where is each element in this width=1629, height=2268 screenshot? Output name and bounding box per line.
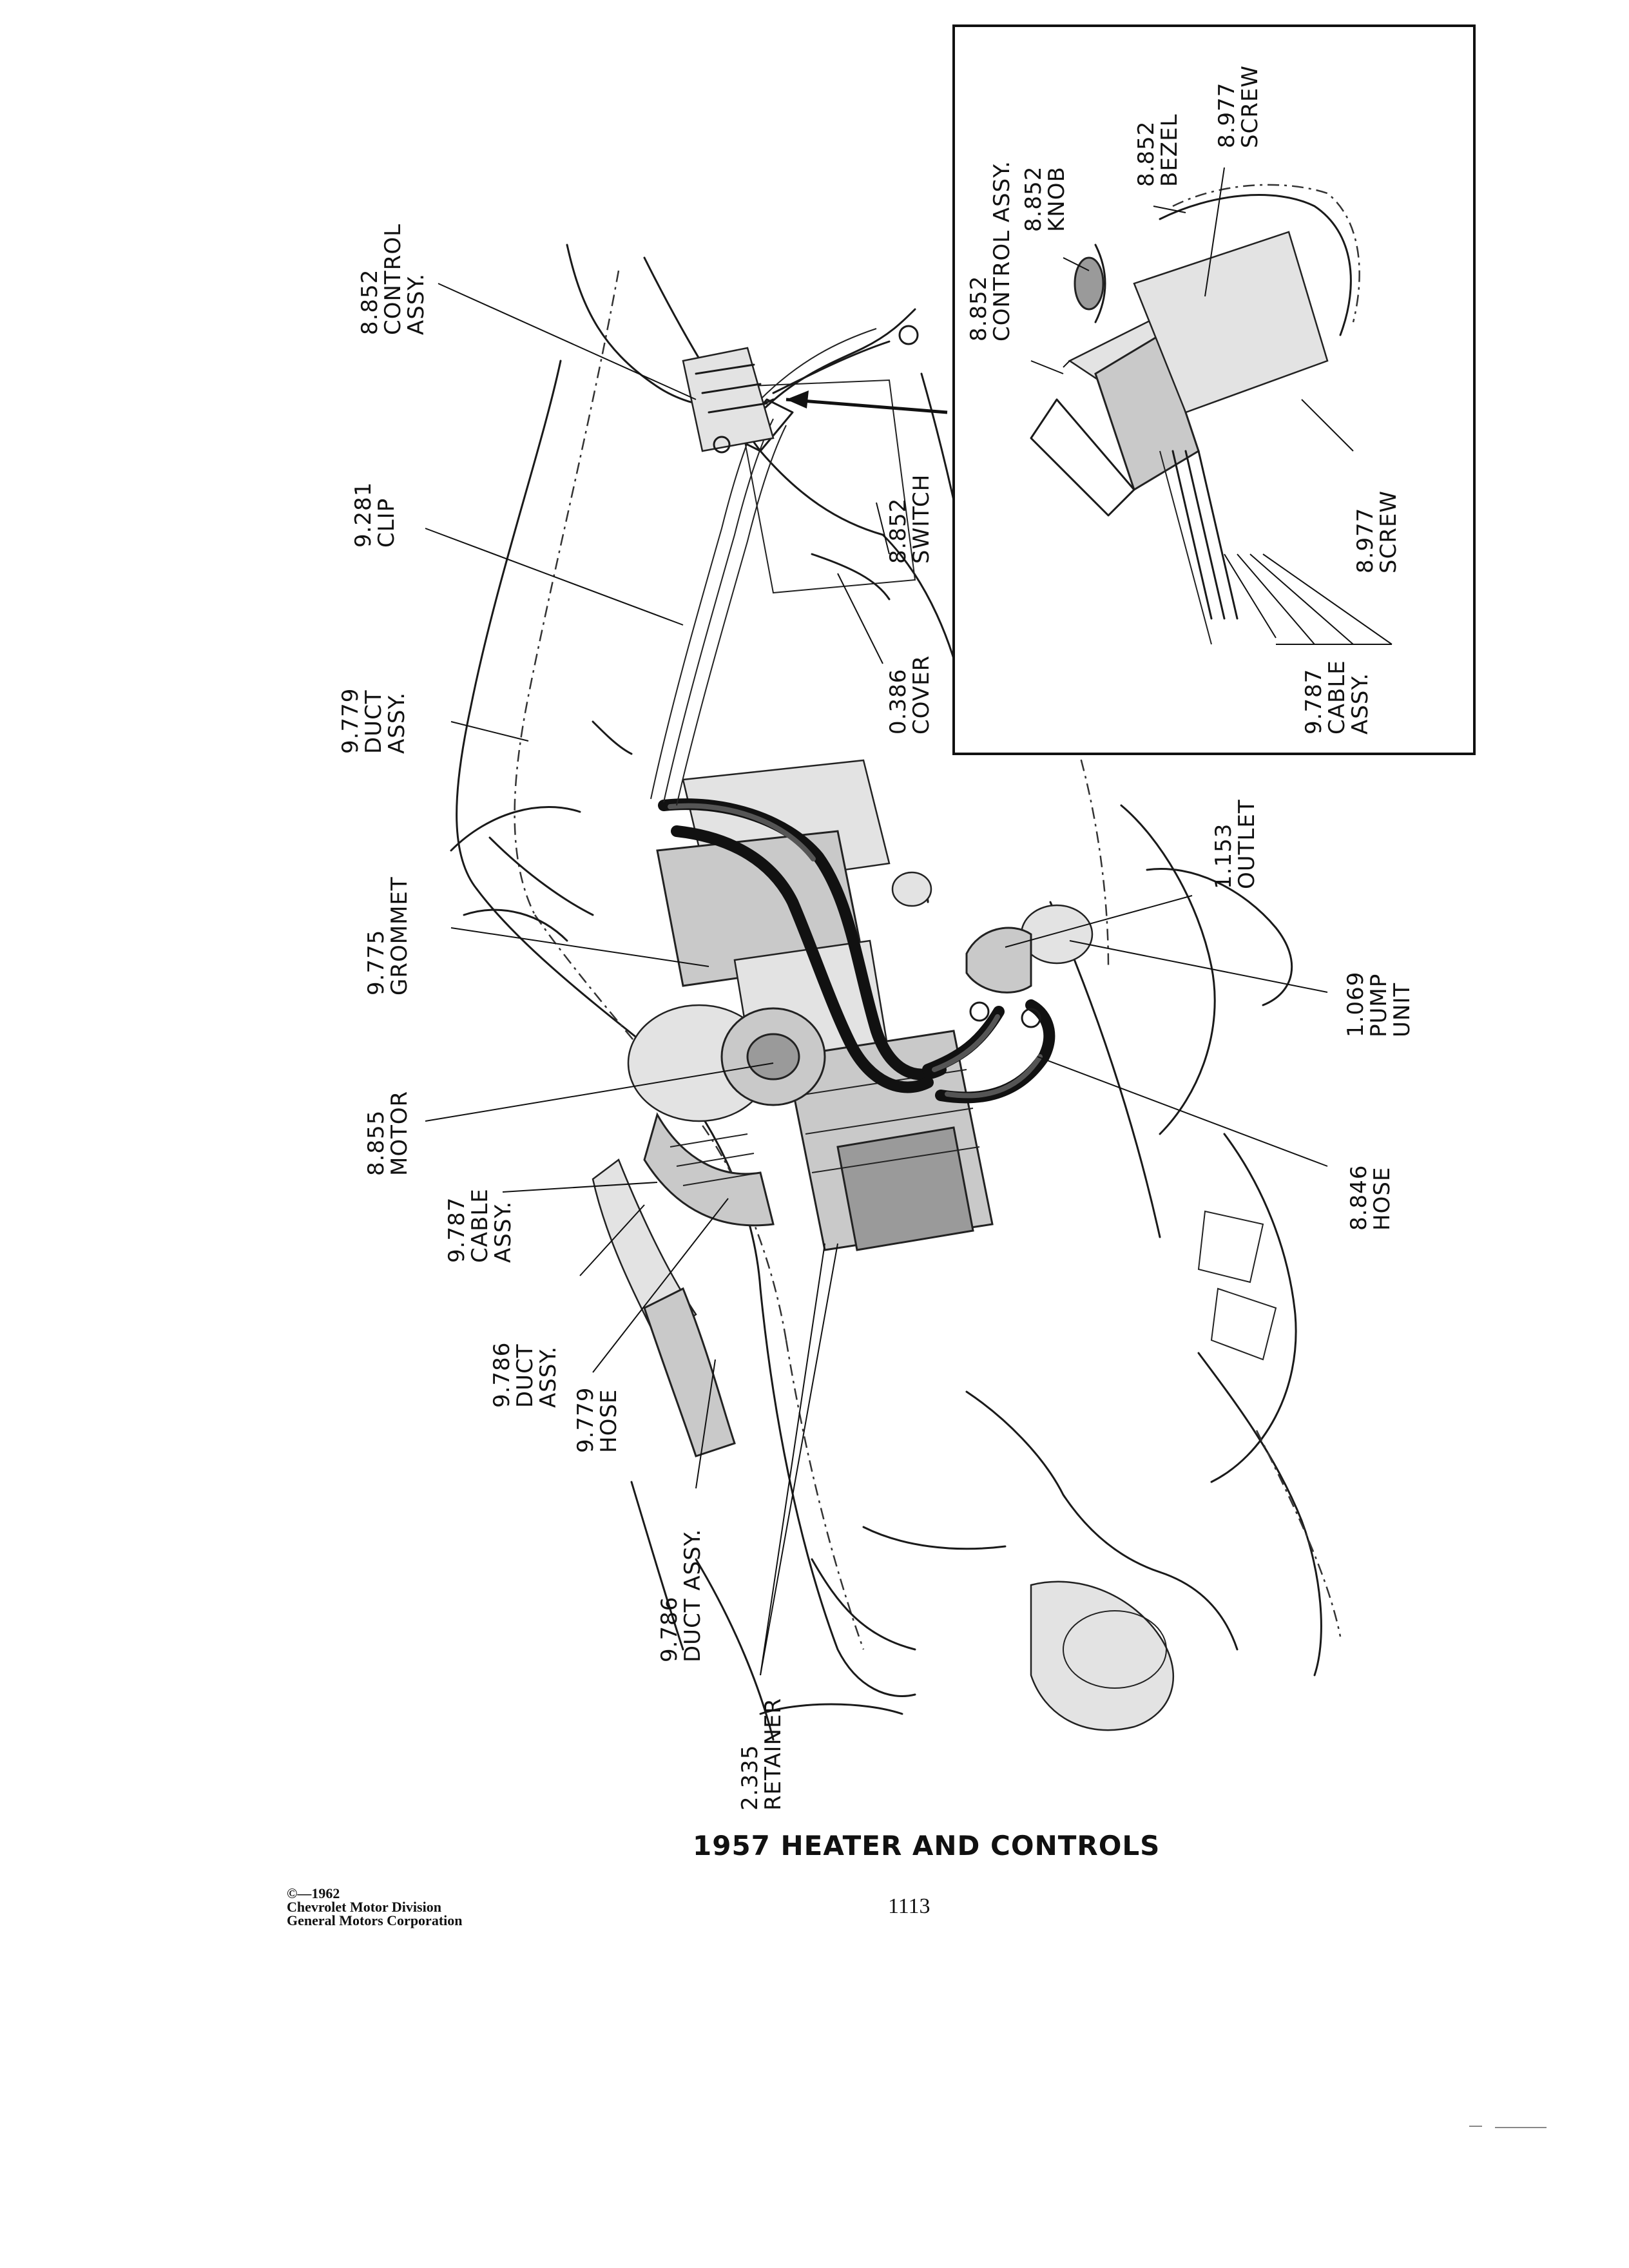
svg-text:1.069: 1.069: [1343, 971, 1369, 1037]
svg-text:8.852: 8.852: [885, 497, 911, 564]
svg-text:DUCT ASSY.: DUCT ASSY.: [680, 1528, 706, 1662]
callout-motor: [363, 1091, 412, 1176]
callout-clip: [351, 482, 400, 548]
svg-text:ASSY.: ASSY.: [535, 1345, 561, 1408]
copyright-line: ©—1962: [287, 1885, 340, 1901]
callout-switch: [885, 474, 934, 564]
svg-text:SCREW: SCREW: [1237, 64, 1263, 148]
svg-text:1.153: 1.153: [1211, 823, 1237, 889]
copyright-line: Chevrolet Motor Division: [287, 1899, 441, 1915]
copyright-block: [287, 1887, 463, 1927]
svg-text:8.855: 8.855: [363, 1110, 389, 1176]
svg-text:PUMP: PUMP: [1366, 973, 1392, 1037]
svg-text:CONTROL ASSY.: CONTROL ASSY.: [989, 160, 1015, 341]
svg-text:OUTLET: OUTLET: [1234, 799, 1260, 889]
callout-outlet: [1211, 799, 1260, 889]
callout-pump-unit: [1343, 972, 1415, 1037]
svg-text:UNIT: UNIT: [1389, 982, 1415, 1037]
svg-text:8.852: 8.852: [1021, 166, 1046, 232]
callout-duct-assy-mid: [489, 1342, 561, 1408]
svg-text:HOSE: HOSE: [1369, 1166, 1395, 1231]
svg-text:CABLE: CABLE: [1324, 660, 1350, 735]
svg-text:9.786: 9.786: [657, 1596, 682, 1662]
heater-assembly: [593, 760, 992, 1456]
svg-text:DUCT: DUCT: [361, 689, 387, 754]
svg-text:9.787: 9.787: [444, 1196, 470, 1263]
svg-text:KNOB: KNOB: [1044, 166, 1070, 232]
callout-retainer: [737, 1698, 786, 1811]
svg-text:BEZEL: BEZEL: [1157, 113, 1182, 187]
svg-text:2.335: 2.335: [737, 1744, 763, 1811]
page-number: 1113: [888, 1894, 930, 1918]
svg-text:9.281: 9.281: [351, 481, 376, 548]
callout-cable-assy: [444, 1188, 516, 1263]
svg-text:9.775: 9.775: [363, 929, 389, 995]
control-assembly: [683, 326, 918, 452]
svg-text:8.846: 8.846: [1346, 1164, 1372, 1231]
callout-duct-assy-upper: [338, 688, 410, 754]
svg-text:8.977: 8.977: [1353, 507, 1378, 573]
callout-duct-assy-lower: [657, 1529, 706, 1663]
callout-inset-bezel: [1133, 113, 1182, 187]
svg-text:HOSE: HOSE: [596, 1389, 622, 1453]
callout-inset-knob: [1021, 166, 1070, 232]
svg-text:CONTROL: CONTROL: [380, 223, 406, 335]
svg-text:8.977: 8.977: [1214, 82, 1240, 148]
svg-text:GROMMET: GROMMET: [387, 876, 412, 995]
scan-marks: [1469, 2126, 1547, 2128]
callout-hose-lower: [573, 1387, 622, 1453]
svg-text:ASSY.: ASSY.: [1347, 672, 1373, 735]
callout-control-assy: [357, 224, 429, 335]
svg-text:ASSY.: ASSY.: [384, 691, 410, 754]
svg-text:9.779: 9.779: [338, 687, 363, 754]
svg-text:8.852: 8.852: [1133, 120, 1159, 187]
svg-text:ASSY.: ASSY.: [490, 1200, 516, 1263]
svg-text:8.852: 8.852: [357, 269, 383, 335]
svg-text:DUCT: DUCT: [512, 1343, 538, 1408]
callout-cover: [885, 655, 934, 735]
svg-text:CABLE: CABLE: [467, 1188, 493, 1263]
svg-text:ASSY.: ASSY.: [403, 273, 429, 335]
svg-text:8.852: 8.852: [966, 275, 992, 341]
svg-text:SCREW: SCREW: [1376, 490, 1402, 573]
callout-grommet: [363, 876, 412, 995]
svg-text:MOTOR: MOTOR: [387, 1090, 412, 1176]
svg-text:9.786: 9.786: [489, 1341, 515, 1408]
copyright-line: General Motors Corporation: [287, 1912, 463, 1928]
svg-text:SWITCH: SWITCH: [909, 474, 934, 564]
page-title: 1957 HEATER AND CONTROLS: [693, 1830, 1161, 1861]
svg-text:0.386: 0.386: [885, 668, 911, 735]
callout-hose: [1346, 1165, 1395, 1231]
pump-unit: [892, 872, 1092, 1027]
svg-text:RETAINER: RETAINER: [760, 1697, 786, 1811]
svg-text:COVER: COVER: [909, 655, 934, 735]
svg-text:CLIP: CLIP: [374, 497, 400, 548]
svg-text:9.779: 9.779: [573, 1387, 599, 1453]
svg-text:9.787: 9.787: [1301, 668, 1327, 735]
